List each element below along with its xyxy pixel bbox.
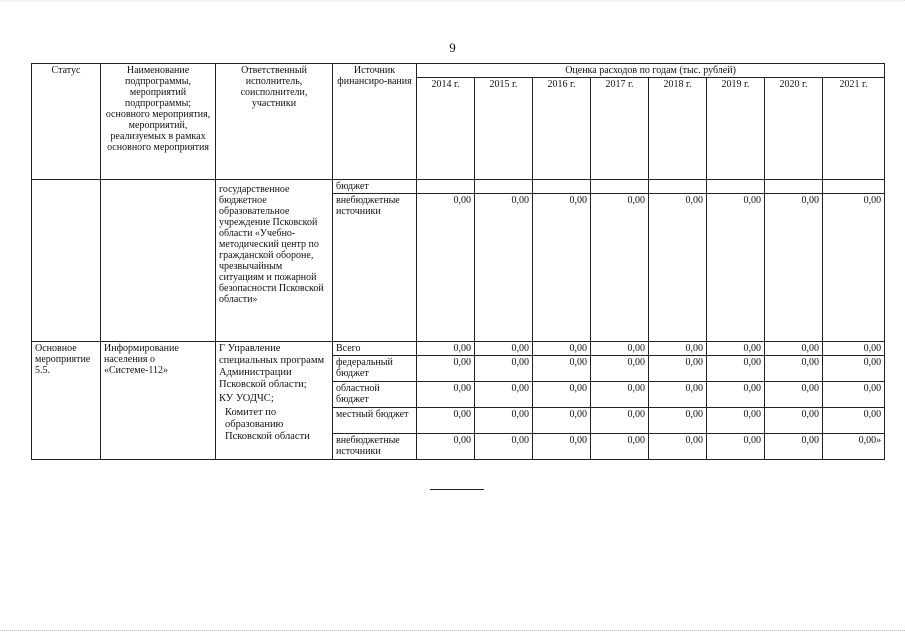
end-of-table-dash xyxy=(430,489,484,490)
cell-value: 0,00 xyxy=(649,194,707,342)
cell-value: 0,00 xyxy=(591,356,649,382)
cell-value: 0,00 xyxy=(649,382,707,408)
table-row xyxy=(32,180,885,194)
cell-source: Всего xyxy=(333,342,417,356)
cell-value: 0,00 xyxy=(475,408,533,434)
header-year-2021: 2021 г. xyxy=(823,78,885,180)
cell-value: 0,00 xyxy=(533,382,591,408)
header-year-2014: 2014 г. xyxy=(417,78,475,180)
header-year-2018: 2018 г. xyxy=(649,78,707,180)
cell-value: 0,00 xyxy=(475,194,533,342)
cell-value: 0,00 xyxy=(765,342,823,356)
cell-source: местный бюджет xyxy=(333,408,417,434)
cell-value: 0,00 xyxy=(417,194,475,342)
cell-value: 0,00 xyxy=(707,356,765,382)
cell-status-empty xyxy=(32,180,101,342)
header-year-2017: 2017 г. xyxy=(591,78,649,180)
cell-value: 0,00 xyxy=(823,382,885,408)
executor-line-3: Комитет по образованию Псковской области xyxy=(225,407,310,442)
cell-value: 0,00 xyxy=(475,356,533,382)
cell-value: 0,00 xyxy=(765,194,823,342)
header-name: Наименование подпрограммы, мероприятий подпрограммы; основного мероприятия, мероприятий, реализуемых в рамках основного мероприятия xyxy=(101,64,216,180)
cell-value: 0,00 xyxy=(591,408,649,434)
cell-value: 0,00 xyxy=(533,434,591,460)
executor-line-2: КУ УОДЧС; xyxy=(219,393,274,404)
cell-event-status: Основное мероприятие 5.5. xyxy=(32,342,101,460)
header-row-top xyxy=(32,64,885,78)
cell-value: 0,00 xyxy=(765,434,823,460)
cell-value: 0,00 xyxy=(765,408,823,434)
cell-value: 0,00 xyxy=(591,194,649,342)
header-status: Статус xyxy=(32,64,101,180)
cell-value: 0,00 xyxy=(417,408,475,434)
budget-table xyxy=(31,63,885,460)
cell-executor-continuation: государственное бюджетное образовательное учреждение Псковской области «Учебно-методический центр по гражданской обороне, чрезвычайным ситуациям и пожарной безопасности Псковской области» xyxy=(216,180,333,342)
cell-empty xyxy=(475,180,533,194)
header-year-2019: 2019 г. xyxy=(707,78,765,180)
cell-source: внебюджетные источники xyxy=(333,194,417,342)
cell-empty xyxy=(417,180,475,194)
header-year-2020: 2020 г. xyxy=(765,78,823,180)
cell-source-budget: бюджет xyxy=(333,180,417,194)
cell-source: внебюджетные источники xyxy=(333,434,417,460)
header-executor: Ответственный исполнитель, соисполнители, участники xyxy=(216,64,333,180)
cell-value: 0,00 xyxy=(475,382,533,408)
cell-value: 0,00 xyxy=(707,342,765,356)
cell-value: 0,00 xyxy=(707,194,765,342)
cell-value: 0,00 xyxy=(417,342,475,356)
cell-source: областной бюджет xyxy=(333,382,417,408)
table-row xyxy=(32,342,885,356)
cell-value: 0,00 xyxy=(823,342,885,356)
cell-value: 0,00 xyxy=(823,356,885,382)
cell-value: 0,00 xyxy=(649,342,707,356)
cell-value: 0,00 xyxy=(533,408,591,434)
cell-name-empty xyxy=(101,180,216,342)
header-source: Источник финансиро-вания xyxy=(333,64,417,180)
cell-empty xyxy=(591,180,649,194)
cell-value: 0,00 xyxy=(649,434,707,460)
cell-value: 0,00 xyxy=(649,356,707,382)
cell-value: 0,00 xyxy=(533,342,591,356)
cell-value: 0,00 xyxy=(417,382,475,408)
cell-value: 0,00 xyxy=(591,342,649,356)
cell-event-executor xyxy=(216,342,333,460)
header-year-2016: 2016 г. xyxy=(533,78,591,180)
scan-edge-bottom xyxy=(0,630,905,631)
cell-empty xyxy=(533,180,591,194)
cell-value: 0,00» xyxy=(823,434,885,460)
cell-value: 0,00 xyxy=(649,408,707,434)
cell-value: 0,00 xyxy=(475,434,533,460)
cell-value: 0,00 xyxy=(533,194,591,342)
cell-value: 0,00 xyxy=(591,382,649,408)
cell-empty xyxy=(823,180,885,194)
cell-empty xyxy=(707,180,765,194)
cell-value: 0,00 xyxy=(417,356,475,382)
cell-value: 0,00 xyxy=(533,356,591,382)
cell-value: 0,00 xyxy=(707,434,765,460)
header-estimate: Оценка расходов по годам (тыс. рублей) xyxy=(417,64,885,78)
cell-value: 0,00 xyxy=(591,434,649,460)
cell-empty xyxy=(765,180,823,194)
page-number: 9 xyxy=(449,40,456,55)
cell-value: 0,00 xyxy=(475,342,533,356)
cell-value: 0,00 xyxy=(417,434,475,460)
header-year-2015: 2015 г. xyxy=(475,78,533,180)
cell-event-name: Информирование населения о «Системе-112» xyxy=(101,342,216,460)
cell-value: 0,00 xyxy=(765,382,823,408)
cell-value: 0,00 xyxy=(765,356,823,382)
cell-source: федеральный бюджет xyxy=(333,356,417,382)
cell-empty xyxy=(649,180,707,194)
cell-value: 0,00 xyxy=(707,382,765,408)
cell-value: 0,00 xyxy=(823,408,885,434)
cell-value: 0,00 xyxy=(823,194,885,342)
cell-value: 0,00 xyxy=(707,408,765,434)
scan-edge-top xyxy=(0,0,905,1)
executor-line-1: Г Управление специальных программ Администрации Псковской области; xyxy=(219,343,325,390)
